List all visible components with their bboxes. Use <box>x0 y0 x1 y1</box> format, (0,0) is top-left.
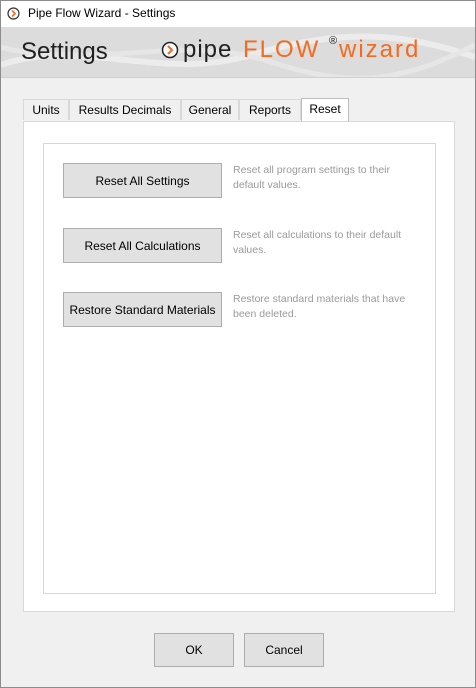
reset-group-box <box>43 143 436 594</box>
reset-all-settings-description: Reset all program settings to their default values. <box>233 164 390 191</box>
logo-text-pipe: pipe <box>183 36 233 63</box>
app-chevron-icon <box>7 7 20 20</box>
reset-all-calculations-description: Reset all calculations to their default values. <box>233 229 402 256</box>
reset-all-settings-button[interactable]: Reset All Settings <box>63 163 222 198</box>
logo-text-flow: FLOW <box>243 36 321 63</box>
page-title: Settings <box>21 38 108 65</box>
logo-text-wizard: wizard <box>339 36 421 63</box>
ok-button[interactable]: OK <box>154 633 234 667</box>
window-title: Pipe Flow Wizard - Settings <box>28 6 176 20</box>
header-banner <box>1 27 475 78</box>
reset-tab-panel <box>23 121 455 612</box>
cancel-button[interactable]: Cancel <box>244 633 324 667</box>
tab-general[interactable]: General <box>181 99 239 120</box>
restore-standard-materials-description: Restore standard materials that have been deleted. <box>233 293 406 320</box>
logo-chevron-icon <box>161 41 179 59</box>
restore-standard-materials-button[interactable]: Restore Standard Materials <box>63 292 222 327</box>
reset-all-calculations-button[interactable]: Reset All Calculations <box>63 228 222 263</box>
tab-units[interactable]: Units <box>23 99 69 120</box>
tab-results-decimals[interactable]: Results Decimals <box>69 99 181 120</box>
logo-registered-mark: ® <box>329 35 338 47</box>
tab-reports[interactable]: Reports <box>239 99 301 120</box>
title-bar[interactable] <box>1 1 475 27</box>
tab-reset[interactable]: Reset <box>301 98 349 121</box>
